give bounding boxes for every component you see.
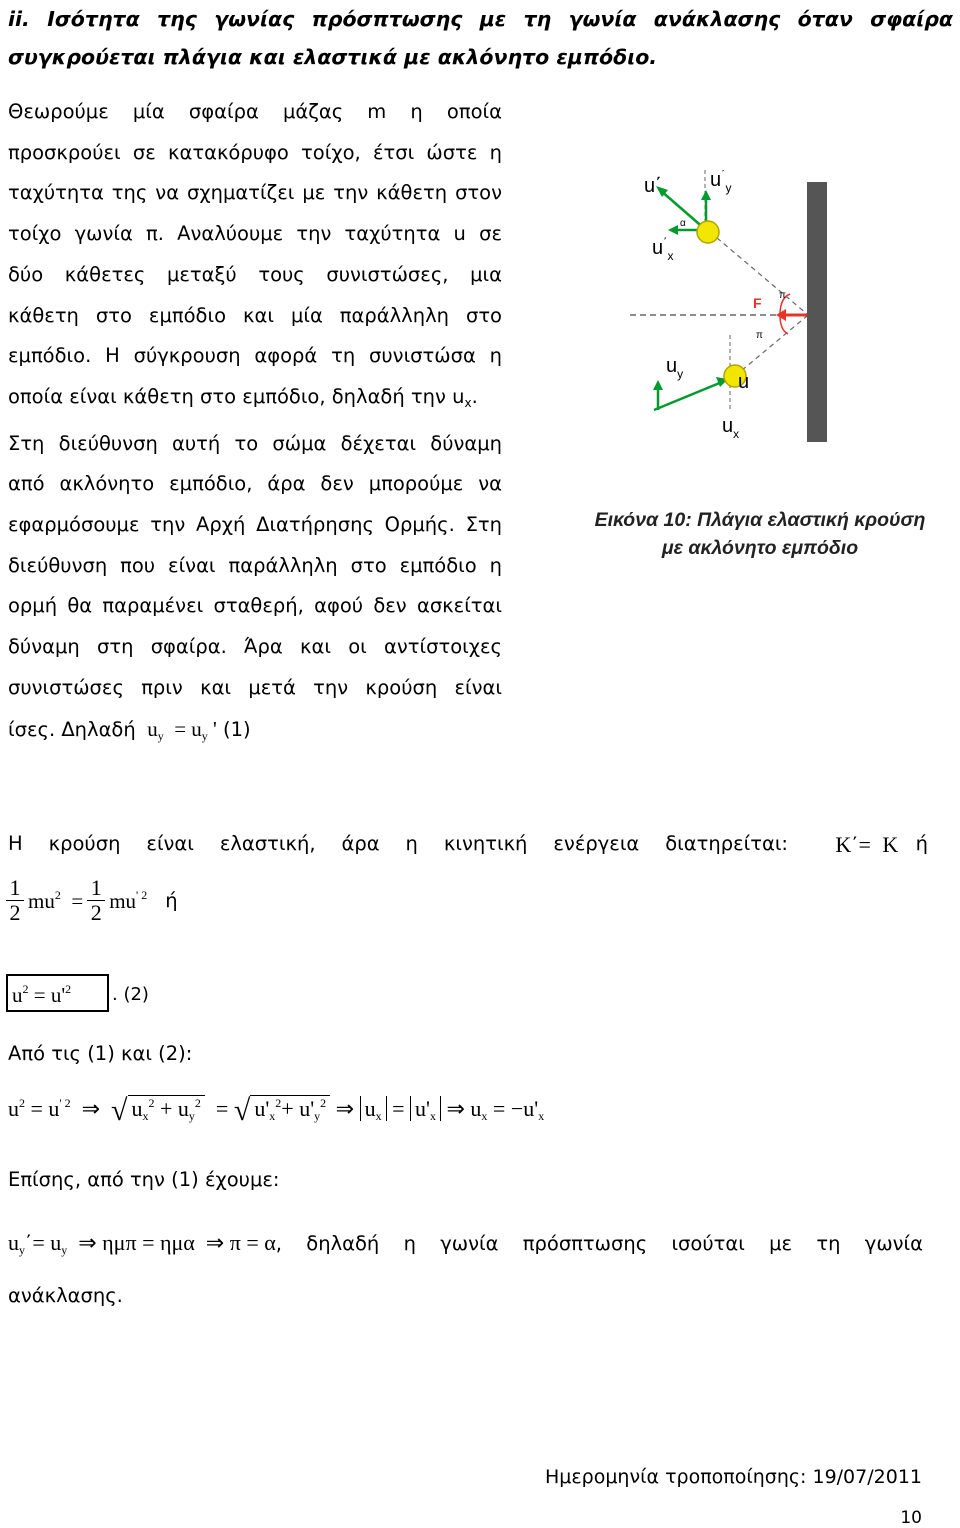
label-alpha-top: α: [680, 218, 686, 229]
heading-line-2: συγκρούεται πλάγια και ελαστικά με ακλόνητο εμπόδιο.: [8, 45, 658, 69]
fraction-half: $\frac{1}{2}$: [6, 876, 24, 925]
paragraph-line-ux: οποία είναι κάθετη στο εμπόδιο, δηλαδή την $u_x$.: [8, 384, 478, 410]
modification-date: Ημερομηνία τροποποίησης: 19/07/2011: [545, 1466, 922, 1488]
figure-caption: [560, 506, 960, 562]
elastic-statement: [8, 832, 958, 858]
conclusion-text: , δηλαδή η γωνία πρόσπτωσης ισούται με τη γωνία: [275, 1232, 923, 1255]
section-heading: [8, 0, 953, 76]
also-text: Επίσης, από την (1) έχουμε:: [8, 1168, 280, 1191]
paragraph-line: διεύθυνση που είναι παράλληλη στο εμπόδιο η: [8, 553, 502, 577]
paragraph-line: δύναμη στη σφαίρα. Άρα και οι αντίστοιχες: [8, 635, 502, 659]
from-equations-text: Από τις (1) και (2):: [8, 1042, 193, 1065]
paragraph-line: τοίχο γωνία π. Αναλύουμε την ταχύτητα u σε: [8, 222, 502, 246]
eq2-label: . (2): [112, 984, 149, 1005]
caption-line-1: Εικόνα 10: Πλάγια ελαστική κρούση: [594, 509, 926, 531]
incident-velocity-arrow: [654, 382, 722, 410]
conclusion-line: [8, 1230, 923, 1258]
ux-subscript: x: [464, 395, 472, 410]
kinetic-energy-equation: [6, 876, 178, 925]
mu2-right: $mu^{' 2}$: [109, 887, 148, 913]
force-arrowhead: [776, 309, 786, 321]
body-paragraph: [8, 92, 502, 756]
boxed-equation: $u^2 = u'^2$: [6, 974, 109, 1012]
paragraph-last-line: ίσες. Δηλαδή $u_y = u_y$ ' (1): [8, 716, 251, 743]
label-uy-prime: $u^΄_y$: [710, 170, 732, 195]
mu2-left: $mu^2$ =: [28, 887, 84, 913]
fraction-half-2: $\frac{1}{2}$: [87, 876, 105, 925]
angle-equation: $u_y΄= u_y$ ⇒ ημπ = ημα ⇒ π = α: [8, 1230, 276, 1257]
conclusion-text-2: ανάκλασης.: [8, 1284, 123, 1307]
paragraph-line: Στη διεύθυνση αυτή το σώμα δέχεται δύναμη: [8, 431, 502, 455]
label-u: u: [738, 371, 750, 393]
wall: [807, 182, 827, 442]
collision-figure: [630, 170, 930, 460]
paragraph-line: από ακλόνητο εμπόδιο, άρα δεν μπορούμε να: [8, 472, 502, 496]
caption-line-2: με ακλόνητο εμπόδιο: [661, 537, 859, 559]
or-word-1: ή: [915, 832, 928, 855]
elastic-text: Η κρούση είναι ελαστική, άρα η κινητική ενέργεια διατηρείται:: [8, 832, 788, 855]
label-uy: $u_y$: [666, 355, 684, 381]
ball-after: [697, 221, 719, 243]
label-ux-prime: $u^΄_x$: [652, 235, 674, 263]
paragraph-line: εφαρμόσουμε την Αρχή Διατήρησης Ορμής. Στη: [8, 513, 502, 537]
paragraph-line: κάθετη στο εμπόδιο και μία παράλληλη στο: [8, 303, 502, 327]
paragraph-line: Θεωρούμε μία σφαίρα μάζας m η οποία: [8, 100, 502, 123]
heading-line-1: ii. Ισότητα της γωνίας πρόσπτωσης με τη γωνία ανάκλασης όταν σφαίρα: [8, 7, 953, 31]
paragraph-line: εμπόδιο. Η σύγκρουση αφορά τη συνιστώσα η: [8, 344, 502, 368]
paragraph-line: συνιστώσες πριν και μετά την κρούση είναι: [8, 675, 502, 699]
energy-equation: K΄= K: [835, 832, 899, 857]
label-pi-wall: π: [756, 330, 763, 341]
label-pi-top: π: [779, 290, 786, 301]
incident-dashed-line: [735, 316, 807, 376]
paragraph-line: ταχύτητα της να σχηματίζει με την κάθετη στον: [8, 181, 502, 205]
paragraph-line: ορμή θα παραμένει σταθερή, αφού δεν ασκείται: [8, 594, 502, 618]
page-number: 10: [900, 1508, 922, 1528]
label-u-prime: u΄: [644, 175, 662, 197]
ux-tail: .: [471, 384, 478, 408]
paragraph-line: προσκρούει σε κατακόρυφο τοίχο, έτσι ώστε η: [8, 140, 502, 164]
or-word-2: ή: [165, 889, 178, 912]
paragraph-line: δύο κάθετες μεταξύ τους συνιστώσες, μια: [8, 262, 502, 286]
equation-uy: $u_y = u_y$ ': [141, 716, 217, 743]
label-ux: $u_x$: [722, 415, 740, 441]
derivation-equation: $u^2 = u^{' 2}$ ⇒ √ $u_x^2 + u_y^2$ = √ $u'_x^2+ u'_y^2$ ⇒ $u_x = u'_x$ ⇒ $u_x = -u'_x$: [8, 1094, 545, 1127]
label-force: F: [753, 295, 762, 311]
eq1-label: (1): [223, 717, 251, 741]
